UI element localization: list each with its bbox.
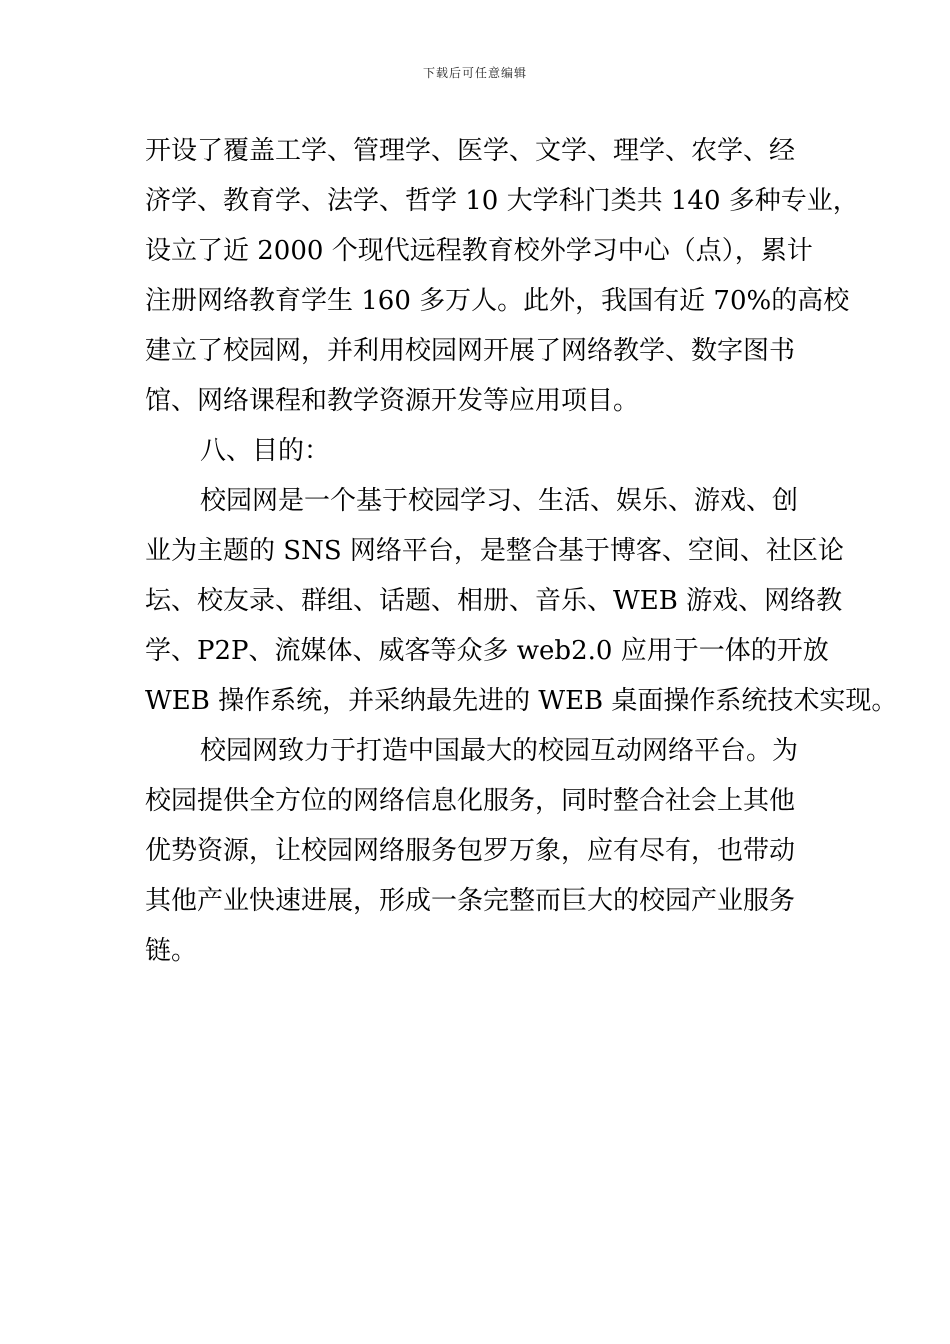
text-line: 坛、校友录、群组、话题、相册、音乐、WEB 游戏、网络教	[145, 586, 843, 616]
text-line: 开设了覆盖工学、管理学、医学、文学、理学、农学、经	[145, 136, 796, 166]
text-line: 校园网致力于打造中国最大的校园互动网络平台。为	[200, 736, 799, 766]
text-line: 优势资源，让校园网络服务包罗万象，应有尽有，也带动	[145, 836, 796, 866]
text-line: 注册网络教育学生 160 多万人。此外，我国有近 70%的高校	[145, 286, 850, 316]
text-line: 建立了校园网，并利用校园网开展了网络教学、数字图书	[145, 336, 796, 366]
text-line: 设立了近 2000 个现代远程教育校外学习中心（点），累计	[145, 236, 813, 266]
text-line: 校园提供全方位的网络信息化服务，同时整合社会上其他	[145, 786, 796, 816]
text-line: 学、P2P、流媒体、威客等众多 web2.0 应用于一体的开放	[145, 636, 829, 666]
text-line: 链。	[145, 936, 198, 966]
text-line: 其他产业快速进展，形成一条完整而巨大的校园产业服务	[145, 886, 796, 916]
text-line: 济学、教育学、法学、哲学 10 大学科门类共 140 多种专业，	[145, 186, 859, 216]
text-line: 校园网是一个基于校园学习、生活、娱乐、游戏、创	[200, 486, 799, 516]
text-line: 业为主题的 SNS 网络平台，是整合基于博客、空间、社区论	[145, 536, 844, 566]
section-heading: 八、目的：	[200, 436, 331, 466]
text-line: WEB 操作系统，并采纳最先进的 WEB 桌面操作系统技术实现。	[145, 686, 898, 716]
document-body	[145, 126, 898, 976]
text-line: 馆、网络课程和教学资源开发等应用项目。	[145, 386, 640, 416]
header-note: 下载后可任意编辑	[422, 66, 527, 80]
